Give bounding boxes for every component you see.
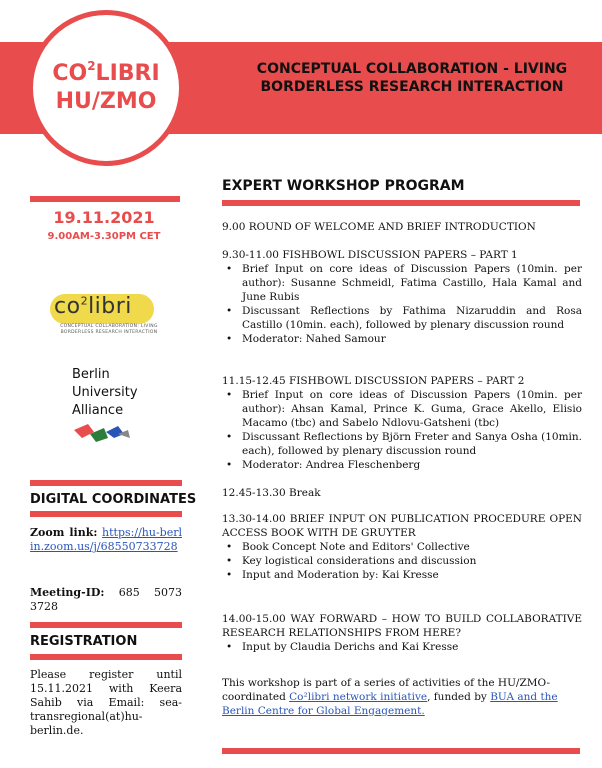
logo-text-sup: 2 xyxy=(87,59,96,73)
registration-heading: REGISTRATION xyxy=(30,634,138,649)
colibri-logo-libri: libri xyxy=(88,294,132,319)
divider xyxy=(30,654,182,660)
program-heading: EXPERT WORKSHOP PROGRAM xyxy=(222,178,465,194)
registration-text: Please register until 15.11.2021 with Keera Sahib via Email: sea-transregional(at)hu-berlin.de. xyxy=(30,668,182,737)
bua-line3: Alliance xyxy=(72,403,124,418)
section-heading: 14.00-15.00 WAY FORWARD – HOW TO BUILD COLLABORATIVE RESEARCH RELATIONSHIPS FROM HERE? xyxy=(222,613,582,639)
colibri-logo-sup: 2 xyxy=(80,294,89,308)
section-heading: 13.30-14.00 BRIEF INPUT ON PUBLICATION PROCEDURE OPEN ACCESS BOOK WITH DE GRUYTER xyxy=(222,513,582,539)
divider xyxy=(30,480,182,486)
logo-text-co: CO xyxy=(52,61,88,86)
colibri-logo-co: co xyxy=(54,294,81,319)
colibri-logo-sub2: BORDERLESS RESEARCH INTERACTION xyxy=(60,330,158,335)
divider xyxy=(222,748,580,754)
bua-line2: University xyxy=(72,385,138,400)
colibri-hu-zmo-logo xyxy=(28,10,184,166)
logo-text-huzmo: HU/ZMO xyxy=(55,89,157,114)
section-heading: 11.15-12.45 FISHBOWL DISCUSSION PAPERS – PART 2 xyxy=(222,375,525,387)
divider xyxy=(222,200,580,206)
list-item: • Input and Moderation by: Kai Kresse xyxy=(222,568,582,582)
digital-coordinates-heading: DIGITAL COORDINATES xyxy=(30,492,197,507)
colibri-initiative-link[interactable]: Co²libri network initiative xyxy=(289,691,428,703)
program-section-5 xyxy=(222,512,582,582)
footer-text-pre: This workshop is part of a series of activities of the HU/ZMO-coordinated xyxy=(222,677,551,703)
section-heading: 12.45-13.30 Break xyxy=(222,487,321,499)
page-title: CONCEPTUAL COLLABORATION - LIVING BORDERLESS RESEARCH INTERACTION xyxy=(256,61,568,95)
meeting-info xyxy=(30,586,182,614)
divider xyxy=(30,196,180,202)
bua-line1: Berlin xyxy=(72,367,110,382)
bua-bcge-link[interactable]: BUA and the Berlin Centre for Global Engagement. xyxy=(222,691,558,717)
logo-text-libri: LIBRI xyxy=(95,61,160,86)
divider xyxy=(30,511,182,517)
section-heading: 9.30-11.00 FISHBOWL DISCUSSION PAPERS – PART 1 xyxy=(222,249,518,261)
list-item: • Key logistical considerations and discussion xyxy=(222,554,582,568)
program-section-3 xyxy=(222,374,582,472)
colibri-logo xyxy=(34,294,184,342)
program-section-2 xyxy=(222,248,582,346)
program-footer-note xyxy=(222,676,582,718)
program-section-4 xyxy=(222,486,582,500)
program-section-6 xyxy=(222,612,582,654)
footer-text-mid: , funded by xyxy=(427,691,491,703)
meeting-id-value: 685 5073 3728 xyxy=(30,586,182,613)
event-time: 9.00AM-3.30PM CET xyxy=(47,231,161,242)
zoom-info xyxy=(30,526,182,554)
list-item: • Discussant Reflections by Fathima Nizaruddin and Rosa Castillo (10min. each), followed by plenary discussion round xyxy=(222,304,582,332)
list-item: • Moderator: Nahed Samour xyxy=(222,332,582,346)
program-section-1 xyxy=(222,220,582,234)
divider xyxy=(30,622,182,628)
bua-mark-icon xyxy=(74,424,130,442)
colibri-logo-sub1: CONCEPTUAL COLLABORATION: LIVING xyxy=(60,324,158,329)
list-item: • Moderator: Andrea Fleschenberg xyxy=(222,458,582,472)
zoom-link[interactable]: https://hu-berlin.zoom.us/j/68550733728 xyxy=(30,526,182,553)
list-item: • Book Concept Note and Editors' Collective xyxy=(222,540,582,554)
list-item: • Brief Input on core ideas of Discussion Papers (10min. per author): Susanne Schmeidl, Fatima Castillo, Hala Kamal and June Rubis xyxy=(222,262,582,304)
zoom-label: Zoom link: xyxy=(30,526,98,539)
bua-logo-text xyxy=(72,366,138,420)
event-date: 19.11.2021 xyxy=(53,208,155,227)
list-item: • Discussant Reflections by Björn Freter and Sanya Osha (10min. each), followed by plenary discussion round xyxy=(222,430,582,458)
list-item: • Input by Claudia Derichs and Kai Kresse xyxy=(222,640,582,654)
section-heading: 9.00 ROUND OF WELCOME AND BRIEF INTRODUCTION xyxy=(222,221,536,233)
list-item: • Brief Input on core ideas of Discussion Papers (10min. per author): Ahsan Kamal, Prince K. Guma, Grace Akello, Elisio Macamo (tbc) and Sabelo Ndlovu-Gatsheni (tbc) xyxy=(222,388,582,430)
meeting-id-label: Meeting-ID: xyxy=(30,586,105,599)
